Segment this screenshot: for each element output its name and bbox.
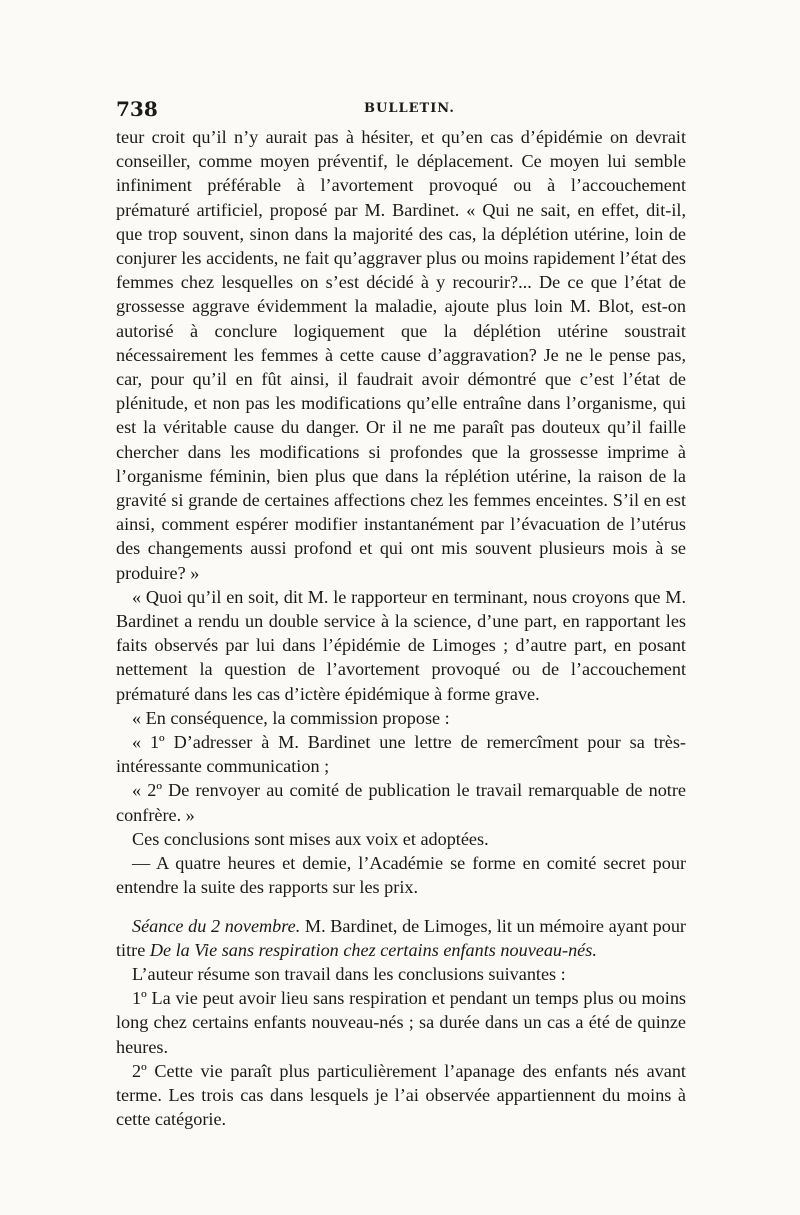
paragraph-blot-quote: teur croit qu’il n’y aurait pas à hésiter, et qu’en cas d’épidémie on devrait conseiller, comme moyen préventif, le déplacement. Ce moyen lui semble infiniment préférable à l’avortement provoqué ou à l’accouchement prématuré artificiel, proposé par M. Bardinet. « Qui ne sait, en effet, dit-il, que trop souvent, sinon dans la majorité des cas, la déplétion utérine, loin de conjurer les accidents, ne fait qu’aggraver plus ou moins rapidement l’état des femmes chez lesquelles on s’est décidé à y recourir?... De ce que l’état de grossesse aggrave évidemment la maladie, ajoute plus loin M. Blot, est-on autorisé à conclure logiquement que la déplétion utérine soustrait nécessairement les femmes à cette cause d’aggravation? Je ne le pense pas, car, pour qu’il en fût ainsi, il faudrait avoir démontré que c’est l’état de plénitude, et non pas les modifications qu’elle entraîne dans l’organisme, qui est la véritable cause du danger. Or il ne me paraît pas douteux qu’il faille chercher dans les modifications si profondes que la grossesse imprime à l’organisme féminin, bien plus que dans la réplétion utérine, la raison de la gravité si grande de certaines affections chez les femmes enceintes. S’il en est ainsi, comment espérer modifier instantanément par l’évacuation de l’utérus des changements aussi profond et qui ont mis souvent plusieurs mois à se produire? »: [116, 127, 686, 583]
memoir-title: De la Vie sans respiration chez certains enfants nouveau-nés.: [149, 939, 597, 960]
running-head: [116, 97, 686, 121]
seance-date: Séance du 2 novembre.: [132, 915, 301, 936]
paragraph-proposal-1: « 1º D’adresser à M. Bardinet une lettre de remercîment pour sa très-intéressante communication ;: [116, 732, 686, 777]
seance-text: M. Bardinet, de Limoges, lit un mémoire ayant pour titre: [116, 915, 686, 960]
paragraph-secret-committee: — A quatre heures et demie, l’Académie se forme en comité secret pour entendre la suite des rapports sur les prix.: [116, 853, 686, 898]
section-gap: [116, 900, 686, 914]
header-title: BULLETIN.: [364, 101, 455, 116]
paragraph-commission-proposal: « En conséquence, la commission propose :: [132, 707, 450, 728]
paragraph-seance: [116, 914, 686, 962]
paragraph-vote: Ces conclusions sont mises aux voix et adoptées.: [132, 828, 489, 849]
paragraph-summary-intro: L’auteur résume son travail dans les conclusions suivantes :: [132, 963, 566, 984]
paragraph-proposal-2: « 2º De renvoyer au comité de publication le travail remarquable de notre confrère. »: [116, 780, 686, 825]
paragraph-rapporteur-conclusion: « Quoi qu’il en soit, dit M. le rapporteur en terminant, nous croyons que M. Bardinet a rendu un double service à la science, d’une part, en rapportant les faits observés par lui dans l’épidémie de Limoges ; d’autre part, en posant nettement la question de l’avortement provoqué ou de l’accouchement prématuré dans les cas d’ictère épidémique à forme grave.: [116, 586, 686, 704]
page-number: 738: [116, 97, 158, 121]
body-text: [116, 125, 686, 1131]
paragraph-conclusion-2: 2º Cette vie paraît plus particulièrement l’apanage des enfants nés avant terme. Les trois cas dans lesquels je l’ai observée appartiennent du moins à cette catégorie.: [116, 1060, 686, 1130]
paragraph-conclusion-1: 1º La vie peut avoir lieu sans respiration et pendant un temps plus ou moins long chez certains enfants nouveau-nés ; sa durée dans un cas a été de quinze heures.: [116, 988, 686, 1057]
